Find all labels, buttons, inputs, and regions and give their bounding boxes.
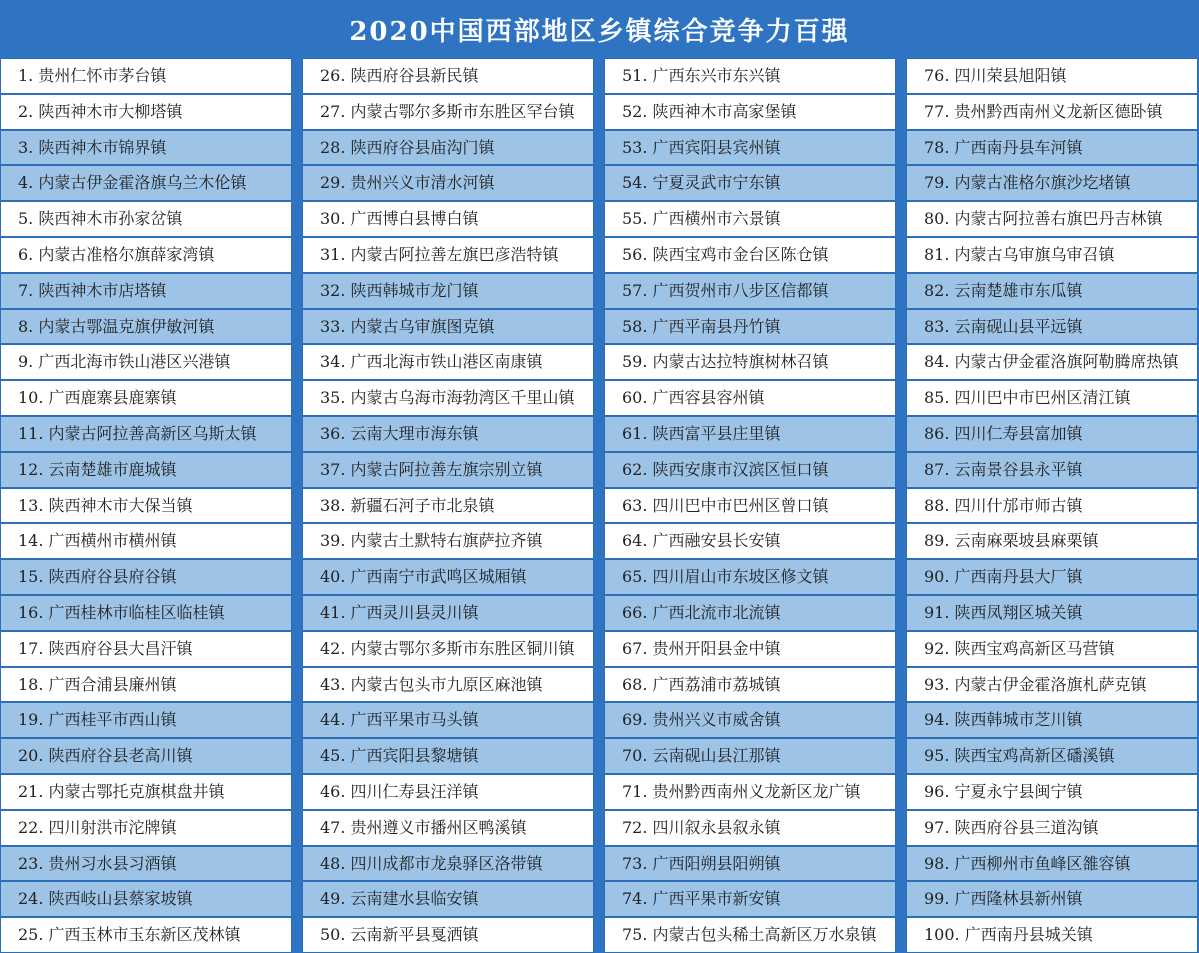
ranking-entry: 40. 广西南宁市武鸣区城厢镇 [302,559,594,595]
ranking-entry: 83. 云南砚山县平远镇 [906,309,1198,344]
ranking-entry: 26. 陕西府谷县新民镇 [302,58,594,94]
ranking-entry: 42. 内蒙古鄂尔多斯市东胜区铜川镇 [302,631,594,667]
ranking-entry: 98. 广西柳州市鱼峰区雒容镇 [906,846,1198,881]
ranking-entry: 36. 云南大理市海东镇 [302,416,594,452]
ranking-entry: 53. 广西宾阳县宾州镇 [604,130,896,165]
ranking-entry: 80. 内蒙古阿拉善右旗巴丹吉林镇 [906,201,1198,237]
ranking-entry: 23. 贵州习水县习酒镇 [0,846,292,881]
ranking-entry: 38. 新疆石河子市北泉镇 [302,488,594,523]
ranking-entry: 33. 内蒙古乌审旗图克镇 [302,309,594,344]
ranking-entry: 16. 广西桂林市临桂区临桂镇 [0,595,292,631]
ranking-entry: 78. 广西南丹县车河镇 [906,130,1198,165]
ranking-entry: 95. 陕西宝鸡高新区磻溪镇 [906,738,1198,774]
ranking-entry: 41. 广西灵川县灵川镇 [302,595,594,631]
ranking-entry: 48. 四川成都市龙泉驿区洛带镇 [302,846,594,881]
ranking-entry: 22. 四川射洪市沱牌镇 [0,810,292,846]
ranking-entry: 75. 内蒙古包头稀土高新区万水泉镇 [604,917,896,953]
ranking-entry: 99. 广西隆林县新州镇 [906,881,1198,917]
ranking-entry: 73. 广西阳朔县阳朔镇 [604,846,896,881]
ranking-entry: 82. 云南楚雄市东瓜镇 [906,273,1198,309]
ranking-entry: 91. 陕西凤翔区城关镇 [906,595,1198,631]
ranking-entry: 94. 陕西韩城市芝川镇 [906,702,1198,738]
ranking-entry: 28. 陕西府谷县庙沟门镇 [302,130,594,165]
ranking-entry: 55. 广西横州市六景镇 [604,201,896,237]
ranking-entry: 32. 陕西韩城市龙门镇 [302,273,594,309]
ranking-entry: 24. 陕西岐山县蔡家坡镇 [0,881,292,917]
ranking-entry: 44. 广西平果市马头镇 [302,702,594,738]
ranking-entry: 46. 四川仁寿县汪洋镇 [302,774,594,810]
ranking-entry: 20. 陕西府谷县老高川镇 [0,738,292,774]
ranking-entry: 84. 内蒙古伊金霍洛旗阿勒腾席热镇 [906,344,1198,380]
ranking-table [0,58,1199,953]
ranking-entry: 6. 内蒙古准格尔旗薛家湾镇 [0,237,292,273]
ranking-entry: 52. 陕西神木市高家堡镇 [604,94,896,130]
ranking-entry: 86. 四川仁寿县富加镇 [906,416,1198,452]
ranking-entry: 5. 陕西神木市孙家岔镇 [0,201,292,237]
ranking-entry: 29. 贵州兴义市清水河镇 [302,165,594,201]
ranking-entry: 81. 内蒙古乌审旗乌审召镇 [906,237,1198,273]
ranking-entry: 76. 四川荣县旭阳镇 [906,58,1198,94]
ranking-entry: 17. 陕西府谷县大昌汗镇 [0,631,292,667]
ranking-entry: 72. 四川叙永县叙永镇 [604,810,896,846]
ranking-entry: 87. 云南景谷县永平镇 [906,452,1198,488]
ranking-entry: 68. 广西荔浦市荔城镇 [604,667,896,702]
ranking-entry: 21. 内蒙古鄂托克旗棋盘井镇 [0,774,292,810]
ranking-entry: 50. 云南新平县戛洒镇 [302,917,594,953]
ranking-entry: 67. 贵州开阳县金中镇 [604,631,896,667]
ranking-entry: 2. 陕西神木市大柳塔镇 [0,94,292,130]
ranking-entry: 7. 陕西神木市店塔镇 [0,273,292,309]
ranking-entry: 43. 内蒙古包头市九原区麻池镇 [302,667,594,702]
ranking-entry: 14. 广西横州市横州镇 [0,523,292,559]
ranking-entry: 30. 广西博白县博白镇 [302,201,594,237]
ranking-entry: 39. 内蒙古土默特右旗萨拉齐镇 [302,523,594,559]
ranking-entry: 65. 四川眉山市东坡区修文镇 [604,559,896,595]
ranking-entry: 10. 广西鹿寨县鹿寨镇 [0,380,292,416]
ranking-entry: 66. 广西北流市北流镇 [604,595,896,631]
ranking-entry: 18. 广西合浦县廉州镇 [0,667,292,702]
ranking-entry: 9. 广西北海市铁山港区兴港镇 [0,344,292,380]
ranking-entry: 62. 陕西安康市汉滨区恒口镇 [604,452,896,488]
ranking-entry: 25. 广西玉林市玉东新区茂林镇 [0,917,292,953]
ranking-entry: 100. 广西南丹县城关镇 [906,917,1198,953]
ranking-entry: 3. 陕西神木市锦界镇 [0,130,292,165]
ranking-entry: 74. 广西平果市新安镇 [604,881,896,917]
ranking-entry: 34. 广西北海市铁山港区南康镇 [302,344,594,380]
ranking-entry: 45. 广西宾阳县黎塘镇 [302,738,594,774]
ranking-entry: 97. 陕西府谷县三道沟镇 [906,810,1198,846]
ranking-entry: 56. 陕西宝鸡市金台区陈仓镇 [604,237,896,273]
ranking-entry: 90. 广西南丹县大厂镇 [906,559,1198,595]
ranking-entry: 58. 广西平南县丹竹镇 [604,309,896,344]
ranking-entry: 11. 内蒙古阿拉善高新区乌斯太镇 [0,416,292,452]
ranking-entry: 88. 四川什邡市师古镇 [906,488,1198,523]
ranking-entry: 19. 广西桂平市西山镇 [0,702,292,738]
ranking-entry: 1. 贵州仁怀市茅台镇 [0,58,292,94]
ranking-entry: 31. 内蒙古阿拉善左旗巴彦浩特镇 [302,237,594,273]
ranking-entry: 54. 宁夏灵武市宁东镇 [604,165,896,201]
ranking-entry: 4. 内蒙古伊金霍洛旗乌兰木伦镇 [0,165,292,201]
ranking-entry: 77. 贵州黔西南州义龙新区德卧镇 [906,94,1198,130]
ranking-entry: 15. 陕西府谷县府谷镇 [0,559,292,595]
ranking-entry: 12. 云南楚雄市鹿城镇 [0,452,292,488]
ranking-entry: 79. 内蒙古准格尔旗沙圪堵镇 [906,165,1198,201]
ranking-entry: 92. 陕西宝鸡高新区马营镇 [906,631,1198,667]
ranking-entry: 89. 云南麻栗坡县麻栗镇 [906,523,1198,559]
page-title: 2020中国西部地区乡镇综合竞争力百强 [0,0,1199,58]
ranking-entry: 27. 内蒙古鄂尔多斯市东胜区罕台镇 [302,94,594,130]
ranking-entry: 85. 四川巴中市巴州区清江镇 [906,380,1198,416]
ranking-entry: 71. 贵州黔西南州义龙新区龙广镇 [604,774,896,810]
ranking-entry: 61. 陕西富平县庄里镇 [604,416,896,452]
ranking-entry: 96. 宁夏永宁县闽宁镇 [906,774,1198,810]
ranking-entry: 51. 广西东兴市东兴镇 [604,58,896,94]
ranking-entry: 35. 内蒙古乌海市海勃湾区千里山镇 [302,380,594,416]
ranking-entry: 8. 内蒙古鄂温克旗伊敏河镇 [0,309,292,344]
ranking-entry: 64. 广西融安县长安镇 [604,523,896,559]
ranking-entry: 70. 云南砚山县江那镇 [604,738,896,774]
ranking-entry: 49. 云南建水县临安镇 [302,881,594,917]
ranking-entry: 63. 四川巴中市巴州区曾口镇 [604,488,896,523]
ranking-entry: 69. 贵州兴义市威舍镇 [604,702,896,738]
ranking-entry: 60. 广西容县容州镇 [604,380,896,416]
ranking-entry: 13. 陕西神木市大保当镇 [0,488,292,523]
ranking-entry: 59. 内蒙古达拉特旗树林召镇 [604,344,896,380]
ranking-entry: 57. 广西贺州市八步区信都镇 [604,273,896,309]
ranking-entry: 47. 贵州遵义市播州区鸭溪镇 [302,810,594,846]
ranking-entry: 93. 内蒙古伊金霍洛旗札萨克镇 [906,667,1198,702]
ranking-entry: 37. 内蒙古阿拉善左旗宗别立镇 [302,452,594,488]
